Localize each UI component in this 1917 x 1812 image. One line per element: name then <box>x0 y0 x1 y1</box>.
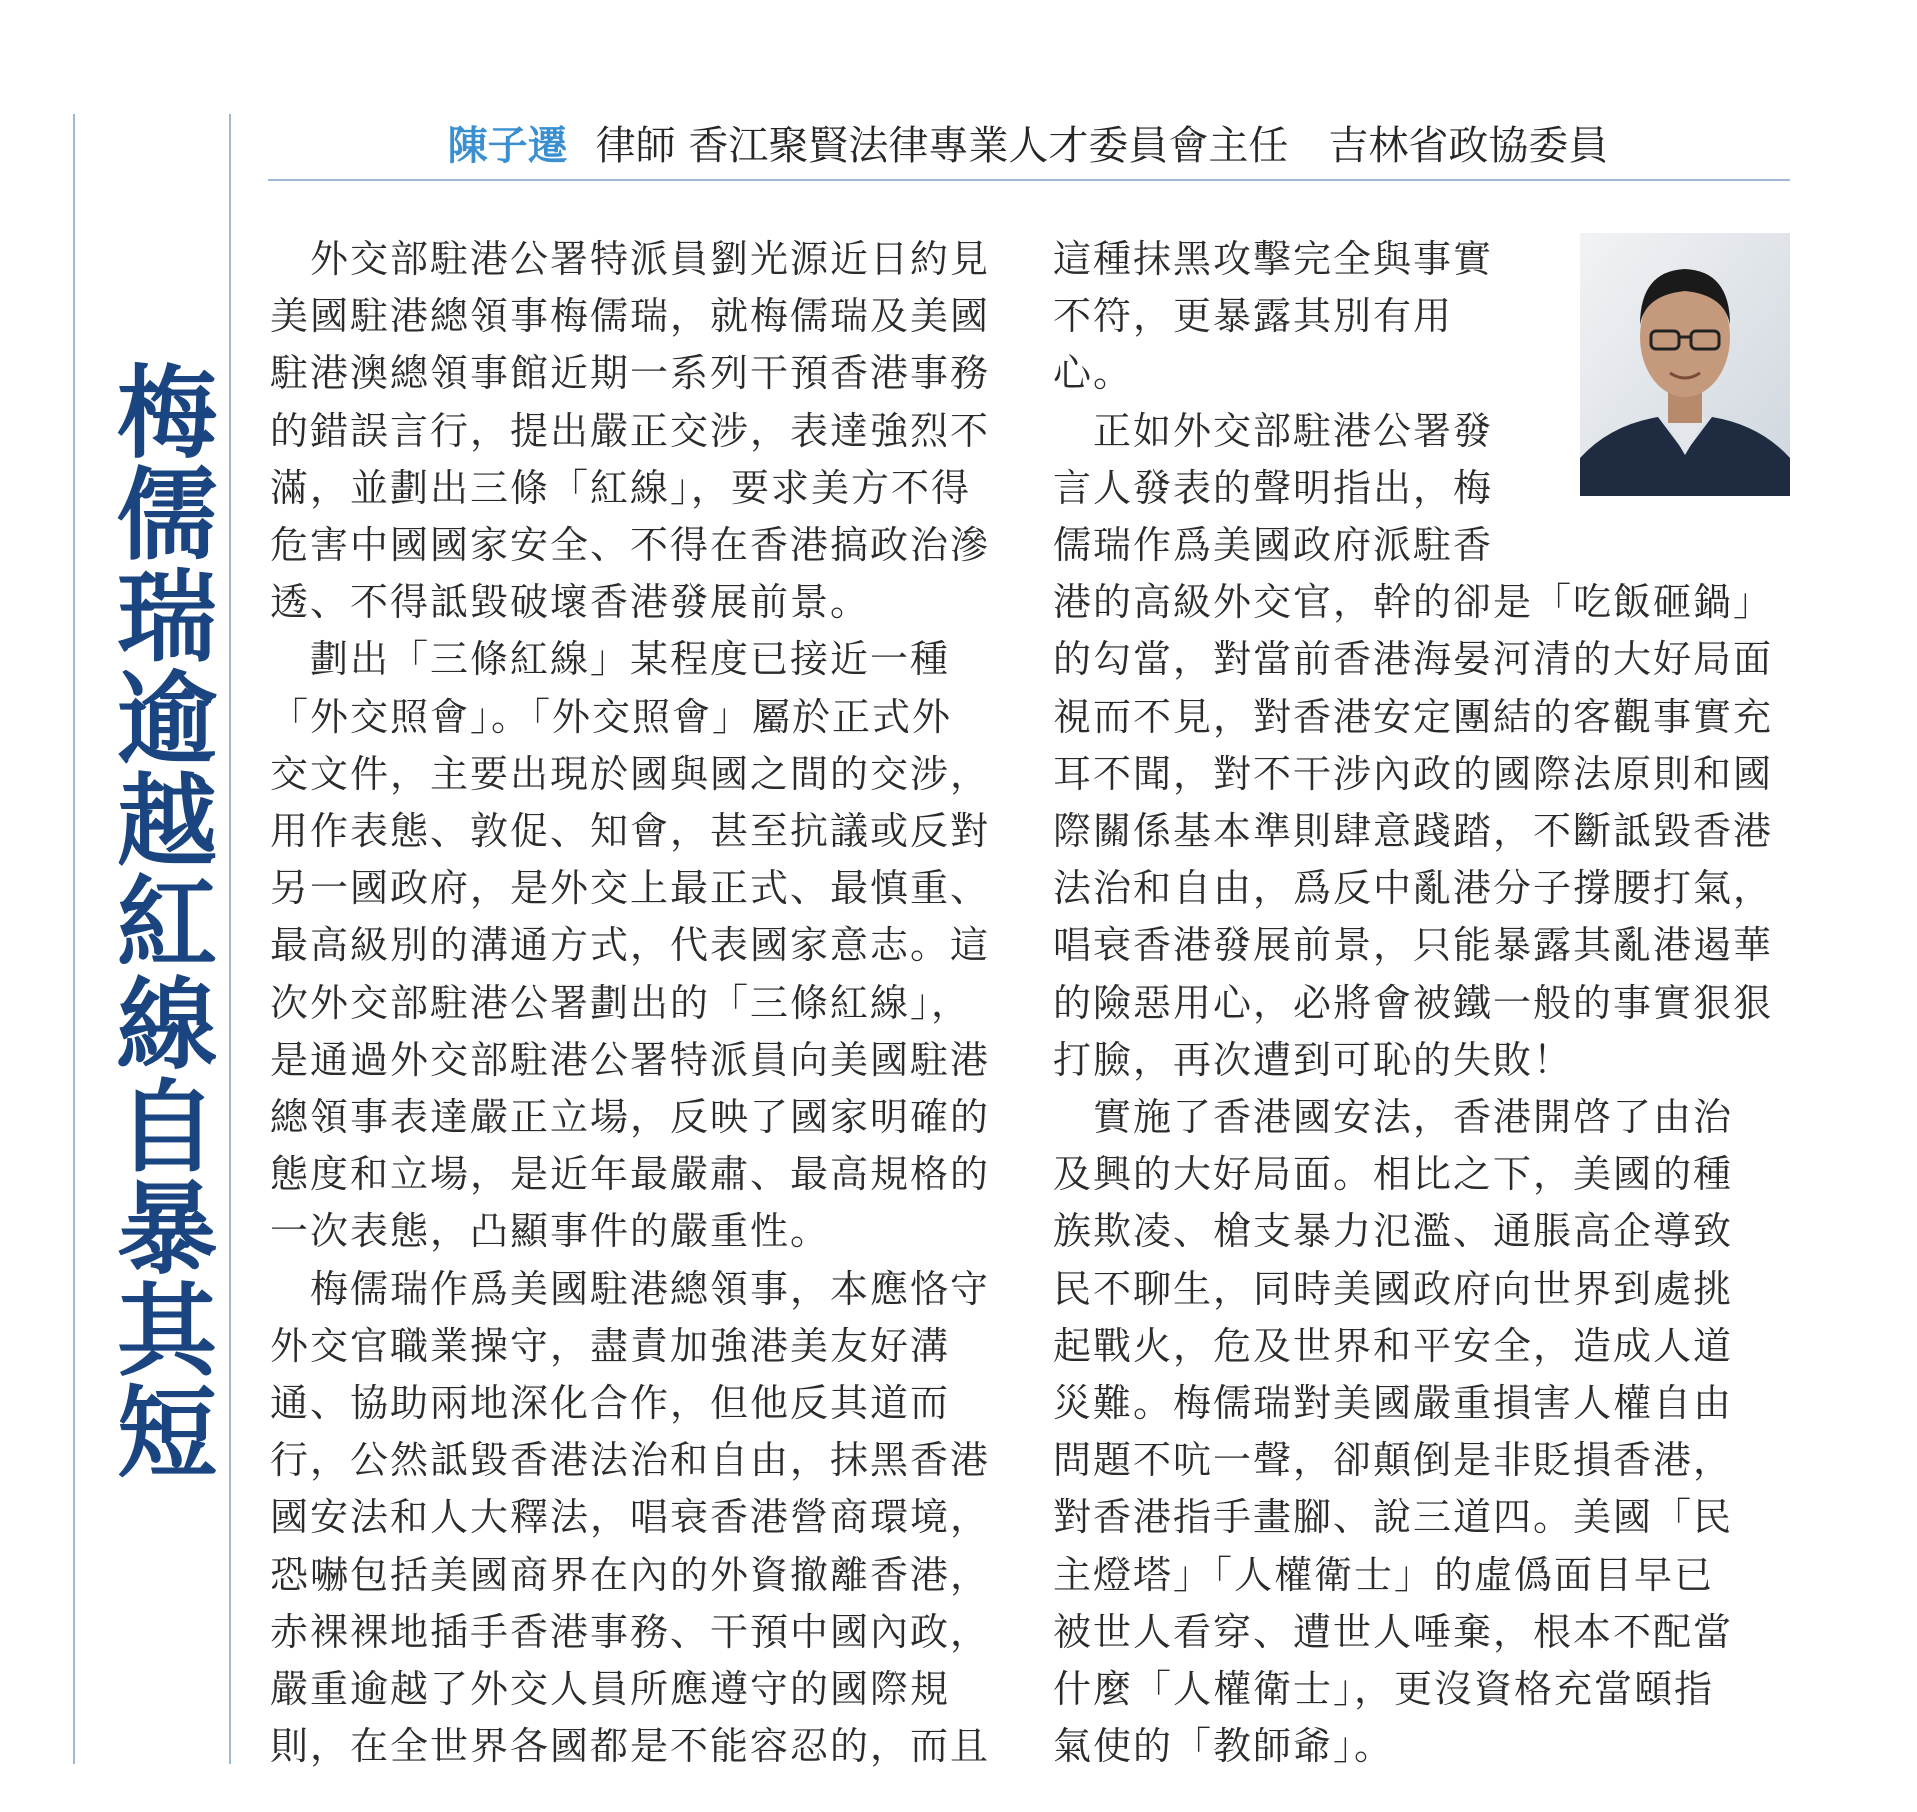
text-line: 美國駐港總領事梅儒瑞，就梅儒瑞及美國 <box>270 294 991 339</box>
text-line: 危害中國國家安全、不得在香港搞政治滲 <box>270 523 991 568</box>
text-line: 氣使的「教師爺」。 <box>1053 1724 1395 1769</box>
text-line: 港的高級外交官，幹的卻是「吃飯砸鍋」 <box>1053 580 1774 625</box>
author-title: 律師 香江聚賢法律專業人才委員會主任 吉林省政協委員 <box>595 122 1609 169</box>
left-border-rule <box>73 114 75 1764</box>
text-line: 另一國政府，是外交上最正式、最慎重、 <box>270 866 991 911</box>
text-line: 梅儒瑞作爲美國駐港總領事，本應恪守 <box>270 1266 991 1311</box>
text-line: 心。 <box>1053 351 1134 396</box>
text-line: 外交部駐港公署特派員劉光源近日約見 <box>270 237 991 281</box>
text-line: 通、協助兩地深化合作，但他反其道而 <box>270 1381 951 1426</box>
headline: 梅儒瑞逾越紅線自暴其短 <box>100 360 217 1482</box>
text-line: 恐嚇包括美國商界在內的外資撤離香港， <box>270 1552 991 1597</box>
paragraph <box>1053 403 1783 1089</box>
text-line: 法治和自由，爲反中亂港分子撐腰打氣， <box>1053 866 1774 911</box>
text-line: 唱衰香港發展前景，只能暴露其亂港遏華 <box>1053 923 1774 968</box>
text-line: 總領事表達嚴正立場，反映了國家明確的 <box>270 1095 991 1140</box>
author-name: 陳子遷 <box>447 122 568 169</box>
paragraph <box>270 1261 1000 1776</box>
text-line: 滿，並劃出三條「紅線」，要求美方不得 <box>270 465 972 510</box>
text-line: 及興的大好局面。相比之下，美國的種 <box>1053 1152 1734 1197</box>
text-line: 主燈塔」「人權衛士」的虛僞面目早已 <box>1053 1552 1715 1597</box>
text-line: 次外交部駐港公署劃出的「三條紅線」， <box>270 980 972 1025</box>
article-column-left <box>270 231 1000 1775</box>
text-line: 駐港澳總領事館近期一系列干預香港事務 <box>270 351 991 396</box>
text-line: 國安法和人大釋法，唱衰香港營商環境， <box>270 1495 991 1540</box>
text-line: 外交官職業操守，盡責加強港美友好溝 <box>270 1323 951 1368</box>
text-line: 視而不見，對香港安定團結的客觀事實充 <box>1053 694 1774 739</box>
text-line: 嚴重逾越了外交人員所應遵守的國際規 <box>270 1667 951 1712</box>
text-line: 一次表態，凸顯事件的嚴重性。 <box>270 1209 831 1254</box>
text-line: 民不聊生，同時美國政府向世界到處挑 <box>1053 1266 1734 1311</box>
text-line: 什麼「人權衛士」，更沒資格充當頤指 <box>1053 1667 1715 1712</box>
text-line: 際關係基本準則肆意踐踏，不斷詆毀香港 <box>1053 809 1774 854</box>
text-line: 打臉，再次遭到可恥的失敗！ <box>1053 1037 1574 1082</box>
text-line: 「外交照會」。「外交照會」屬於正式外 <box>270 694 953 739</box>
text-line: 的勾當，對當前香港海晏河清的大好局面 <box>1053 637 1774 682</box>
text-line: 的險惡用心，必將會被鐵一般的事實狠狠 <box>1053 980 1774 1025</box>
text-line: 劃出「三條紅線」某程度已接近一種 <box>270 637 951 682</box>
text-line: 交文件，主要出現於國與國之間的交涉， <box>270 751 991 796</box>
text-line: 對香港指手畫腳、說三道四。美國「民 <box>1053 1495 1734 1540</box>
text-line: 被世人看穿、遭世人唾棄，根本不配當 <box>1053 1609 1734 1654</box>
text-line: 最高級別的溝通方式，代表國家意志。這 <box>270 923 991 968</box>
text-line: 是通過外交部駐港公署特派員向美國駐港 <box>270 1037 991 1082</box>
text-line: 起戰火，危及世界和平安全，造成人道 <box>1053 1323 1734 1368</box>
text-line: 儒瑞作爲美國政府派駐香 <box>1053 523 1494 568</box>
byline-rule <box>268 179 1790 181</box>
headline-divider-rule <box>229 114 231 1764</box>
text-line: 言人發表的聲明指出，梅 <box>1053 465 1494 510</box>
text-line: 正如外交部駐港公署發 <box>1053 408 1494 453</box>
text-line: 的錯誤言行，提出嚴正交涉，表達強烈不 <box>270 408 991 453</box>
text-line: 則，在全世界各國都是不能容忍的，而且 <box>270 1724 991 1769</box>
text-line: 透、不得詆毀破壞香港發展前景。 <box>270 580 871 625</box>
text-line: 族欺凌、槍支暴力氾濫、通脹高企導致 <box>1053 1209 1734 1254</box>
paragraph <box>1053 1089 1783 1775</box>
paragraph <box>270 231 1000 631</box>
paragraph <box>270 631 1000 1260</box>
text-line: 赤裸裸地插手香港事務、干預中國內政， <box>270 1609 991 1654</box>
text-line: 態度和立場，是近年最嚴肅、最高規格的 <box>270 1152 991 1197</box>
article-column-right <box>1053 231 1783 1775</box>
text-line: 行，公然詆毀香港法治和自由，抹黑香港 <box>270 1438 991 1483</box>
text-line: 用作表態、敦促、知會，甚至抗議或反對 <box>270 809 991 854</box>
text-line: 實施了香港國安法，香港開啓了由治 <box>1053 1095 1734 1140</box>
text-line: 這種抹黑攻擊完全與事實 <box>1053 237 1494 281</box>
text-line: 不符，更暴露其別有用 <box>1053 294 1454 339</box>
byline <box>268 112 1788 172</box>
paragraph <box>1053 231 1783 403</box>
text-line: 問題不吭一聲，卻顛倒是非貶損香港， <box>1053 1438 1734 1483</box>
text-line: 耳不聞，對不干涉內政的國際法原則和國 <box>1053 751 1774 796</box>
text-line: 災難。梅儒瑞對美國嚴重損害人權自由 <box>1053 1381 1734 1426</box>
